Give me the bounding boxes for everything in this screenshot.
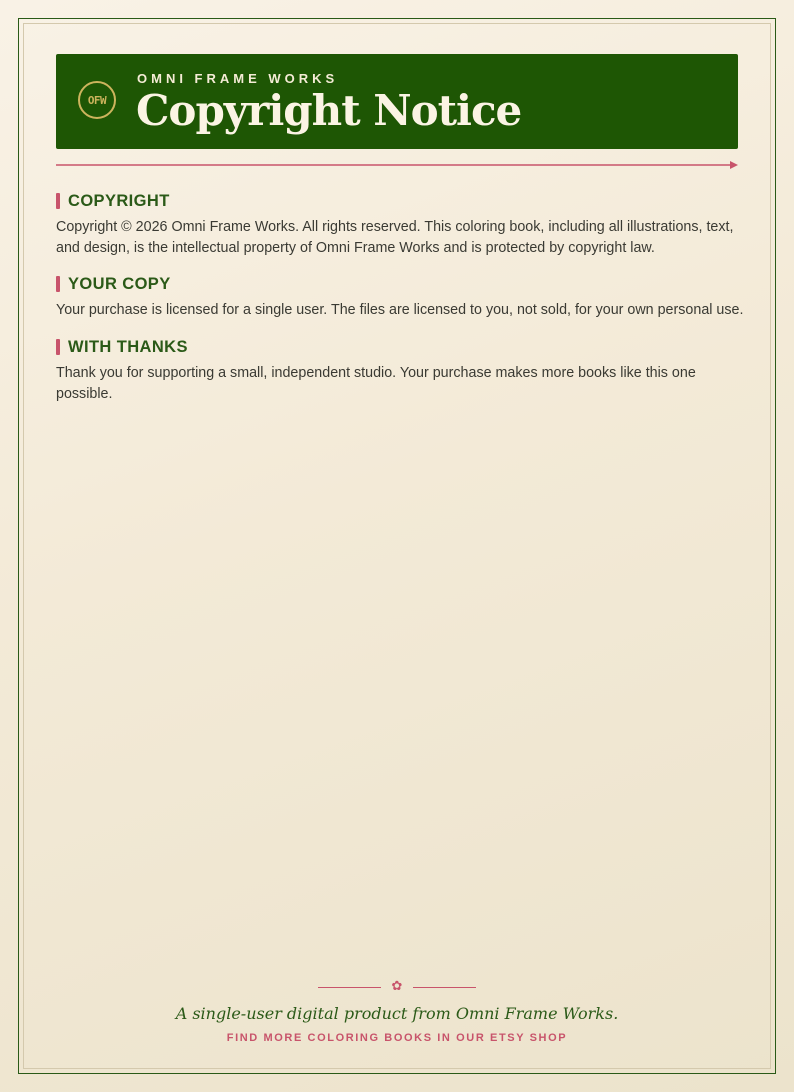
brand-name: OMNI FRAME WORKS xyxy=(137,71,339,86)
section-heading-label: WITH THANKS xyxy=(68,337,188,356)
footer-ornament xyxy=(318,980,476,996)
section-heading-label: YOUR COPY xyxy=(68,274,171,293)
section-heading-label: COPYRIGHT xyxy=(68,191,170,210)
section-heading-copyright xyxy=(56,192,170,210)
logo-badge xyxy=(78,81,116,119)
heading-accent-bar xyxy=(56,339,60,355)
flower-icon: ✿ xyxy=(391,979,403,994)
page-title: Copyright Notice xyxy=(136,86,522,135)
section-body-your-copy: Your purchase is licensed for a single user. The files are licensed to you, not sold, for your own personal use. xyxy=(56,302,744,318)
ornament-line-right xyxy=(413,987,476,988)
section-heading-with-thanks xyxy=(56,338,188,356)
footer-shop-link[interactable]: FIND MORE COLORING BOOKS IN OUR ETSY SHOP xyxy=(226,1032,568,1044)
footer-tagline: A single-user digital product from Omni Frame Works. xyxy=(175,1004,619,1023)
arrow-divider xyxy=(56,160,738,170)
logo-monogram: OFW xyxy=(87,93,107,107)
header-banner xyxy=(56,54,738,149)
section-body-copyright: Copyright © 2026 Omni Frame Works. All rights reserved. This coloring book, including all illustrations, text, and design, is the intellectual property of Omni Frame Works and is protected by copyright law. xyxy=(56,219,734,256)
heading-accent-bar xyxy=(56,276,60,292)
section-heading-your-copy xyxy=(56,275,171,293)
section-body-with-thanks: Thank you for supporting a small, independent studio. Your purchase makes more books like this one possible. xyxy=(56,365,696,402)
page-border-inner xyxy=(23,23,771,1069)
heading-accent-bar xyxy=(56,193,60,209)
ornament-line-left xyxy=(318,987,381,988)
